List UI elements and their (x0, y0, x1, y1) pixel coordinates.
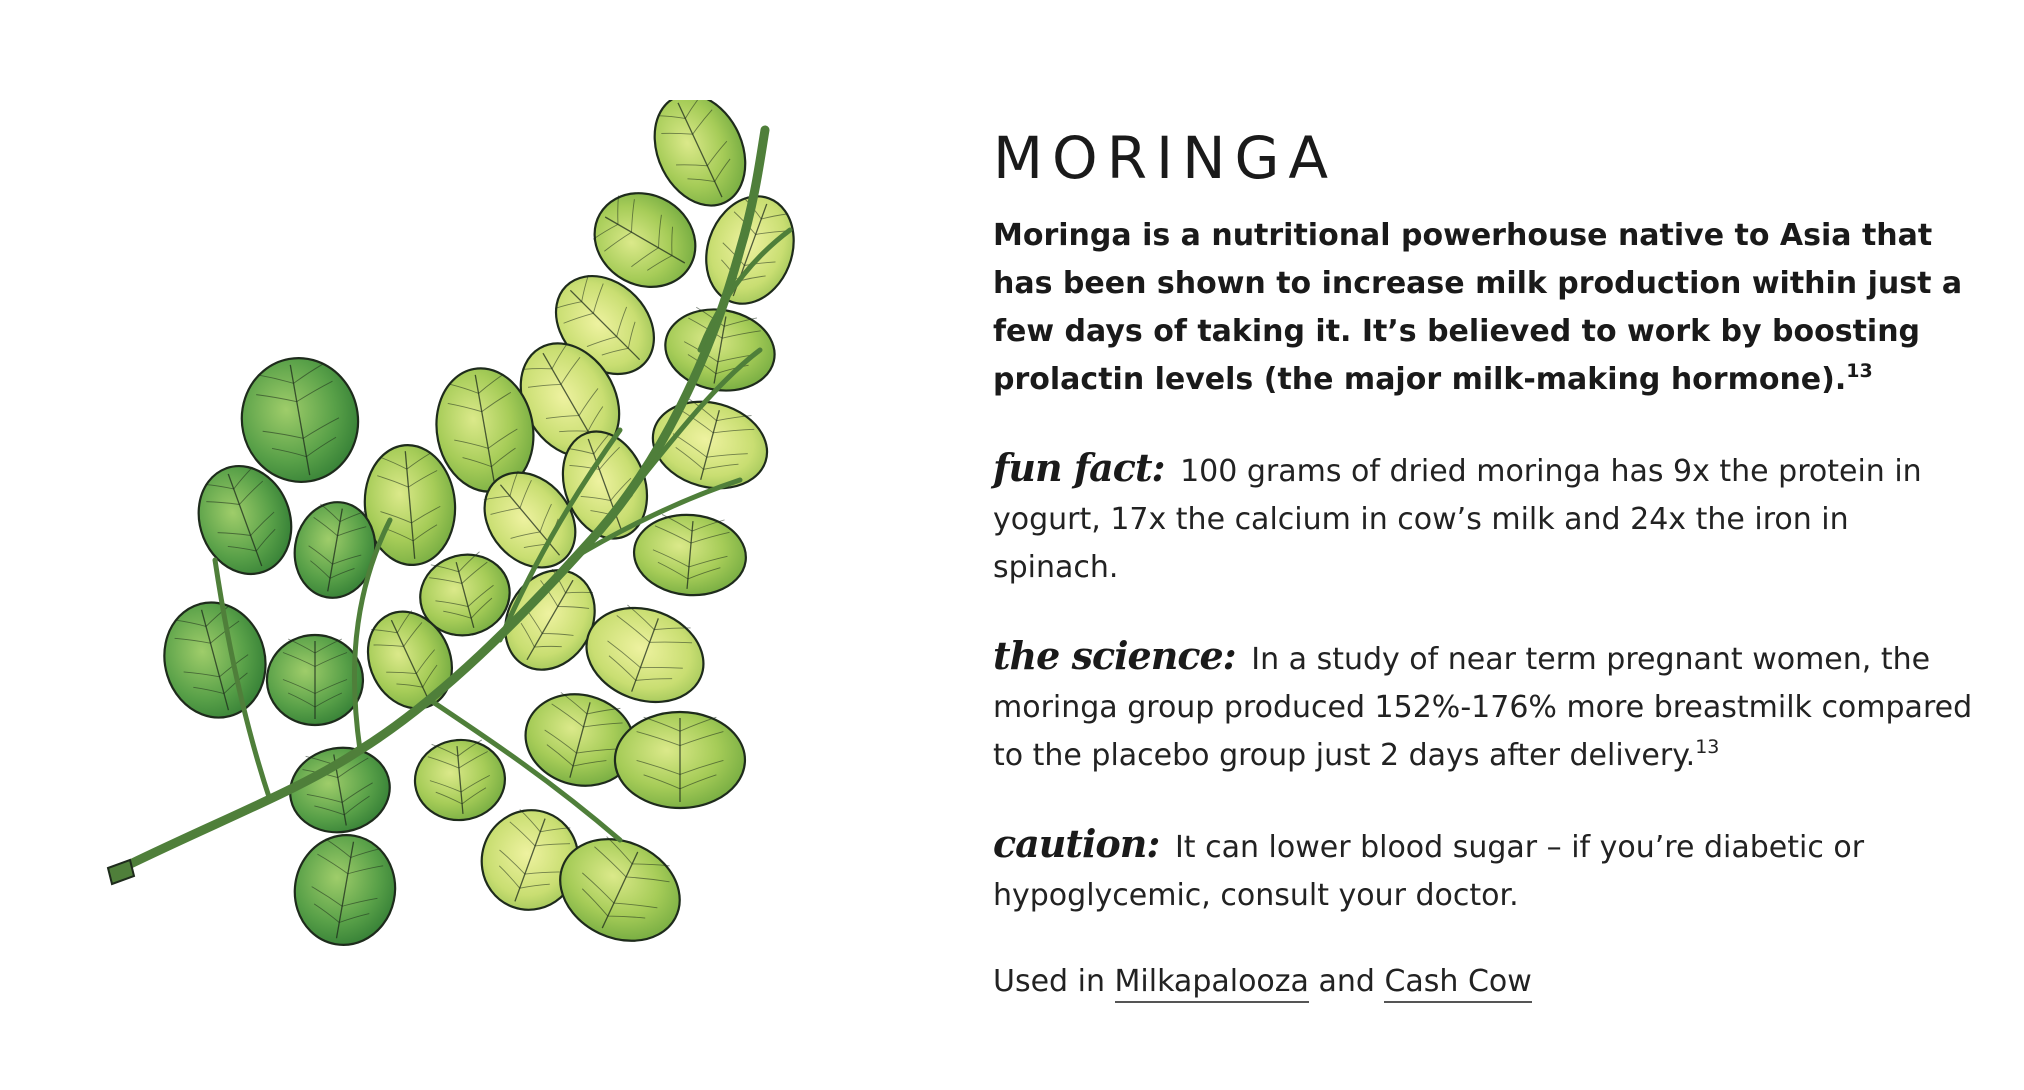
caution-label: caution: (993, 821, 1160, 866)
stem-cut-end (108, 860, 134, 884)
fun-fact-paragraph (993, 444, 1973, 592)
intro-text: Moringa is a nutritional powerhouse native to Asia that has been shown to increase milk production within just a few days of taking it. It’s believed to work by boosting prolactin levels (the major milk-making hormone). (993, 218, 1963, 397)
fun-fact-label: fun fact: (993, 445, 1165, 490)
caution-paragraph (993, 820, 1973, 920)
intro-reference: 13 (1846, 360, 1873, 382)
moringa-branch-illustration (100, 100, 820, 1000)
caution-text: It can lower blood sugar – if you’re diabetic or hypoglycemic, consult your doctor. (993, 830, 1865, 913)
used-in-line (993, 958, 1973, 1006)
leaves-group (152, 100, 809, 960)
ingredient-content (993, 118, 1973, 1006)
used-in-conjunction: and (1318, 964, 1375, 999)
science-reference: 13 (1695, 736, 1720, 758)
page-title: MORINGA (993, 124, 1338, 192)
science-label: the science: (993, 633, 1236, 678)
milkapalooza-link[interactable]: Milkapalooza (1115, 964, 1309, 1003)
used-in-prefix: Used in (993, 964, 1105, 999)
science-text: In a study of near term pregnant women, the moringa group produced 152%-176% more breastmilk compared to the placebo group just 2 days after delivery. (993, 642, 1973, 773)
intro-paragraph (993, 212, 1973, 404)
cash-cow-link[interactable]: Cash Cow (1384, 964, 1531, 1003)
fun-fact-text: 100 grams of dried moringa has 9x the protein in yogurt, 17x the calcium in cow’s milk and 24x the iron in spinach. (993, 454, 1922, 585)
science-paragraph (993, 632, 1973, 780)
